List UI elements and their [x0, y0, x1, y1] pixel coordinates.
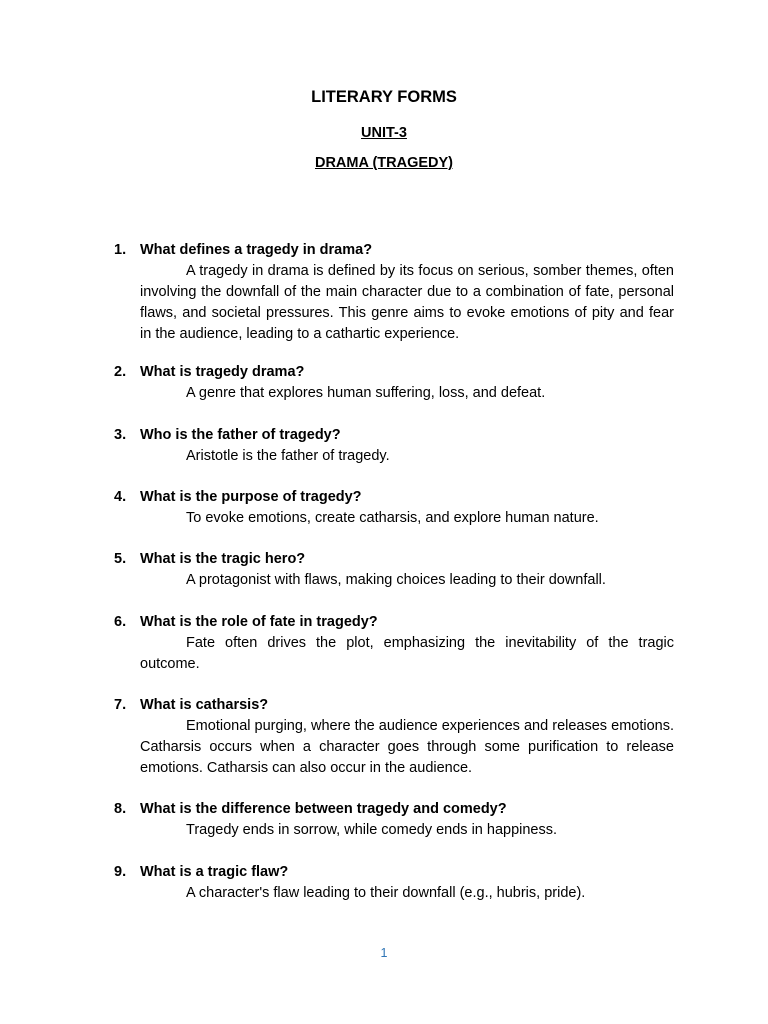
question-number: 2. [114, 364, 127, 380]
question-text: What is the purpose of tragedy? [140, 489, 362, 505]
question-text: Who is the father of tragedy? [140, 427, 341, 443]
question-number: 9. [114, 864, 127, 880]
answer-text: Tragedy ends in sorrow, while comedy ends in happiness. [186, 822, 558, 838]
question-item [114, 240, 674, 345]
question-item [114, 487, 674, 529]
question-number: 6. [114, 614, 127, 630]
section-heading: DRAMA (TRAGEDY) [314, 155, 453, 171]
answer-text: Fate often drives the plot, emphasizing the inevitability of the tragic outcome. [140, 635, 674, 672]
page-number: 1 [380, 946, 388, 960]
unit-heading: UNIT-3 [361, 125, 407, 141]
question-number: 8. [114, 801, 127, 817]
answer-text: Emotional purging, where the audience experiences and releases emotions. Catharsis occurs when a character goes through some purification to release emotions. Catharsis can also occur in the audience. [140, 718, 674, 776]
question-text: What is the role of fate in tragedy? [140, 614, 378, 630]
question-number: 3. [114, 427, 127, 443]
question-item [114, 862, 674, 904]
question-item [114, 695, 674, 779]
answer-text: A character's flaw leading to their downfall (e.g., hubris, pride). [186, 885, 586, 901]
question-text: What is a tragic flaw? [140, 864, 289, 880]
question-text: What is tragedy drama? [140, 364, 305, 380]
question-item [114, 362, 674, 404]
question-text: What is the difference between tragedy and comedy? [140, 801, 507, 817]
question-item [114, 612, 674, 675]
answer-text: A protagonist with flaws, making choices leading to their downfall. [186, 572, 606, 588]
question-text: What is the tragic hero? [140, 551, 306, 567]
question-text: What is catharsis? [140, 697, 269, 713]
document-title: LITERARY FORMS [311, 88, 457, 106]
question-number: 4. [114, 489, 127, 505]
question-item [114, 799, 674, 841]
question-text: What defines a tragedy in drama? [140, 242, 373, 258]
question-number: 5. [114, 551, 127, 567]
answer-text: Aristotle is the father of tragedy. [186, 448, 390, 464]
question-number: 1. [114, 242, 127, 258]
question-item [114, 549, 674, 591]
question-item [114, 425, 674, 467]
answer-text: To evoke emotions, create catharsis, and explore human nature. [186, 510, 599, 526]
answer-text: A genre that explores human suffering, loss, and defeat. [186, 385, 546, 401]
question-number: 7. [114, 697, 127, 713]
answer-text: A tragedy in drama is defined by its focus on serious, somber themes, often involving the downfall of the main character due to a combination of fate, personal flaws, and societal pressures. This genre aims to evoke emotions of pity and fear in the audience, leading to a cathartic experience. [140, 263, 674, 342]
